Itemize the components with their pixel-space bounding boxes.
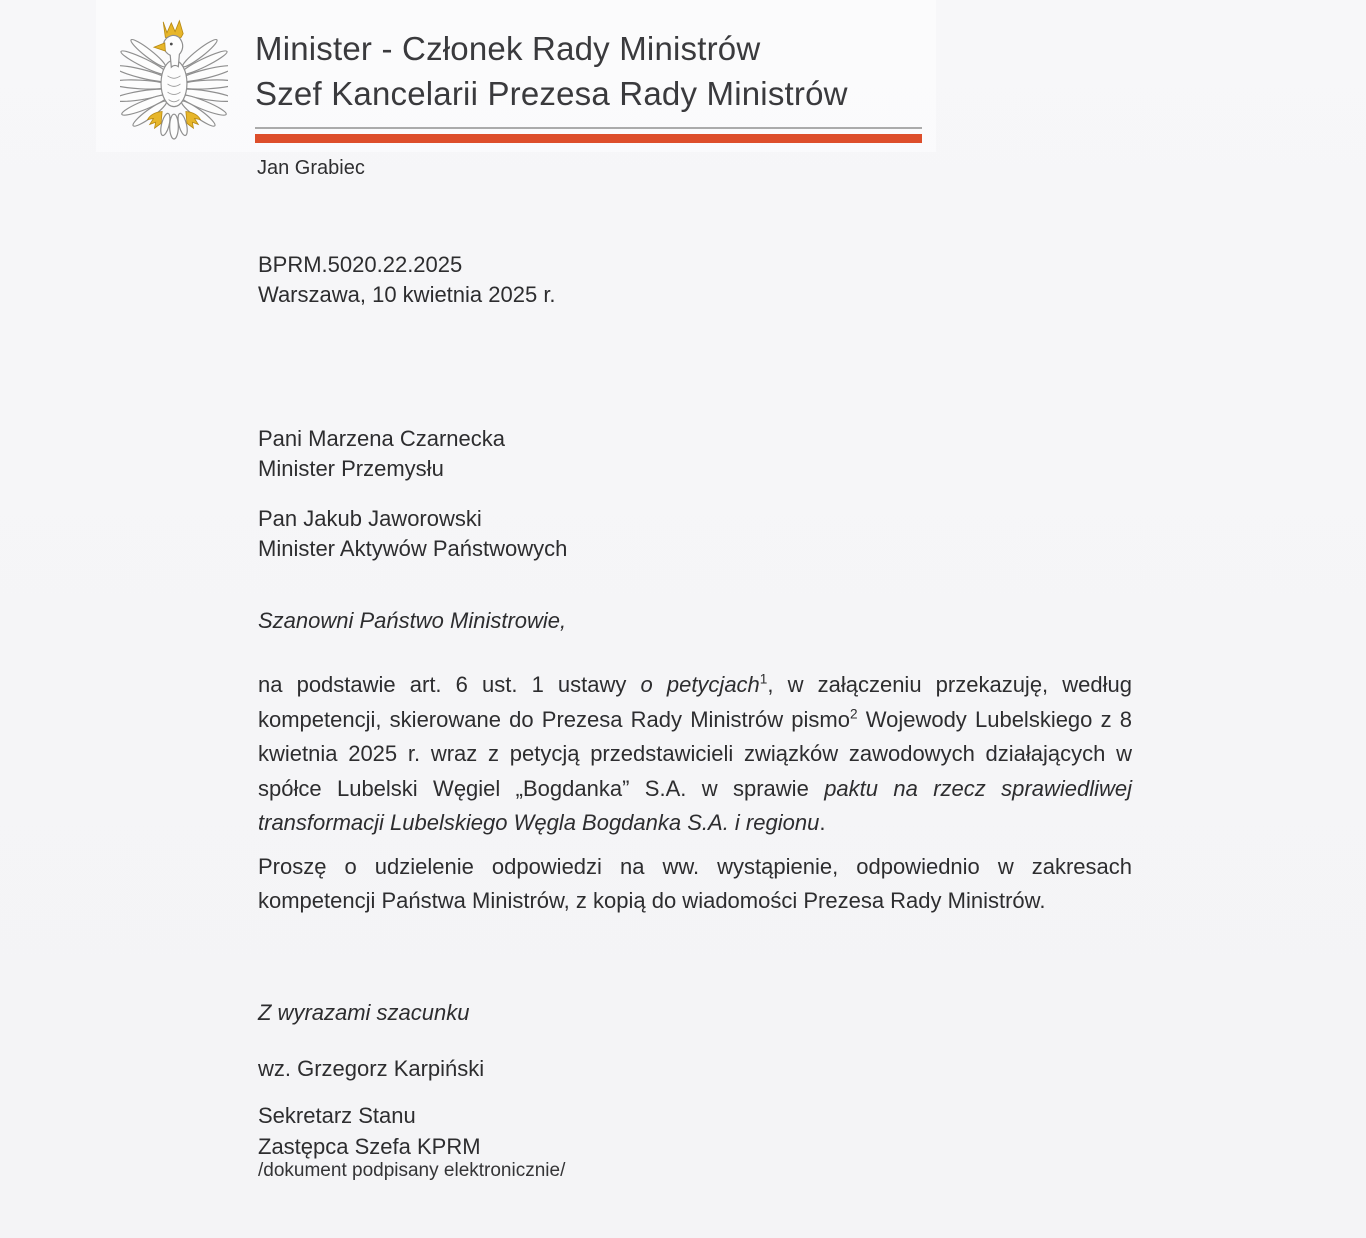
place-and-date: Warszawa, 10 kwietnia 2025 r. bbox=[258, 282, 556, 307]
signed-by: wz. Grzegorz Karpiński bbox=[258, 1056, 485, 1081]
electronic-signature-note: /dokument podpisany elektronicznie/ bbox=[258, 1160, 566, 1181]
body-paragraph: Proszę o udzielenie odpowiedzi na ww. wystąpienie, odpowiednio w zakresach kompetencji Państwa Ministrów, z kopią do wiadomości Prezesa Rady Ministrów. bbox=[258, 853, 1132, 913]
salutation: Szanowni Państwo Ministrowie, bbox=[258, 608, 567, 633]
letterhead-rule-red bbox=[255, 134, 922, 143]
recipient bbox=[258, 504, 567, 564]
body-paragraphs bbox=[258, 668, 1132, 919]
letterhead-title bbox=[255, 26, 848, 116]
case-number: BPRM.5020.22.2025 bbox=[258, 252, 463, 277]
signer-title-line1: Sekretarz Stanu bbox=[258, 1103, 416, 1128]
letterhead-title-line2: Szef Kancelarii Prezesa Rady Ministrów bbox=[255, 75, 848, 112]
recipient-title: Minister Aktywów Państwowych bbox=[258, 536, 568, 561]
recipient-title: Minister Przemysłu bbox=[258, 456, 444, 481]
valediction: Z wyrazami szacunku bbox=[258, 1000, 470, 1025]
polish-eagle-emblem-icon bbox=[120, 12, 228, 144]
recipient-name: Pan Jakub Jaworowski bbox=[258, 506, 482, 531]
official-name: Jan Grabiec bbox=[257, 157, 365, 179]
letterhead-title-line1: Minister - Członek Rady Ministrów bbox=[255, 30, 761, 67]
reference-block bbox=[258, 250, 556, 310]
recipient bbox=[258, 424, 567, 484]
signer-title-line2: Zastępca Szefa KPRM bbox=[258, 1134, 481, 1159]
recipient-name: Pani Marzena Czarnecka bbox=[258, 426, 506, 451]
letterhead-rule-gray bbox=[255, 127, 922, 129]
recipients-block bbox=[258, 424, 567, 564]
body-paragraph: na podstawie art. 6 ust. 1 ustawy o petycjach$^1$, w załączeniu przekazuję, według kompetencji, skierowane do Prezesa Rady Ministrów pismo$^2$ Wojewody Lubelskiego z 8 kwietnia 2025 r. wraz z petycją przedstawicieli związków zawodowych działających w spółce Lubelski Węgiel „Bogdanka” S.A. w sprawie paktu na rzecz sprawiedliwej transformacji Lubelskiego Węgla Bogdanka S.A. i regionu. bbox=[258, 671, 1132, 835]
signer-titles bbox=[258, 1100, 481, 1162]
